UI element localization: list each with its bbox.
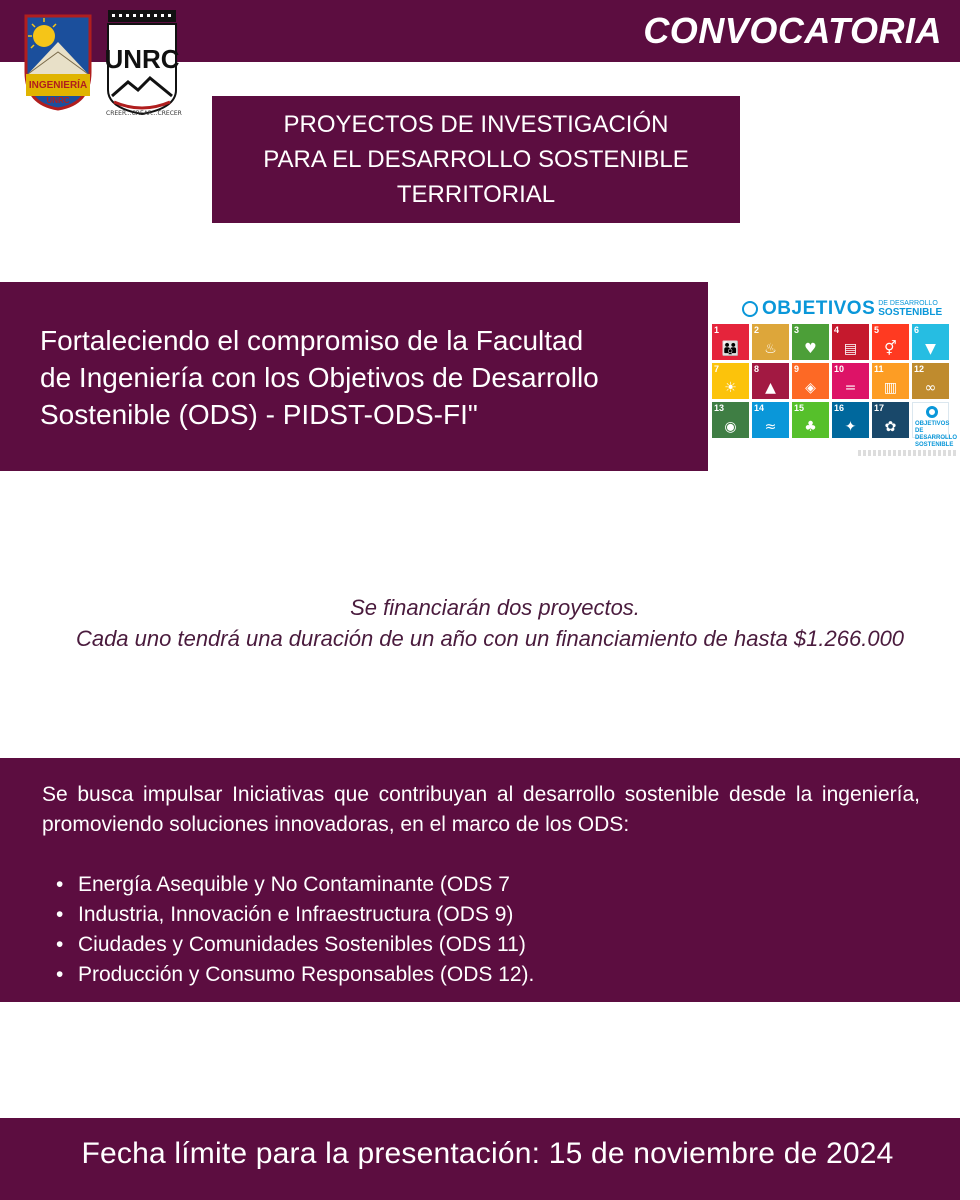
ods-fine-print <box>858 450 958 456</box>
sun-icon: ☀ <box>724 380 737 396</box>
eye-icon: ◉ <box>724 419 737 435</box>
fish-icon: ≈ <box>764 419 777 435</box>
ods-tile-14 <box>752 402 789 438</box>
ods-tile-11 <box>872 363 909 399</box>
ods-tile-1 <box>712 324 749 360</box>
growth-chart-icon: ▲ <box>765 380 776 396</box>
project-title-line-2: PARA EL DESARROLLO SOSTENIBLE <box>263 146 689 173</box>
financing-line-2: Cada uno tendrá una duración de un año con un financiamiento de hasta $1.266.000 <box>75 626 905 651</box>
ods-tile-number: 1 <box>714 325 720 335</box>
ods-tile-number: 16 <box>834 403 845 413</box>
ingenieria-logo-text: INGENIERÍA <box>28 80 88 91</box>
ods-title: OBJETIVOS <box>762 298 876 319</box>
unrc-slogan: CREER...CREAR...CRECER <box>106 110 182 117</box>
ods-tile-number: 4 <box>834 325 840 335</box>
water-icon: ▼ <box>925 341 936 357</box>
ods-tile-number: 7 <box>714 364 720 374</box>
equality-icon: = <box>844 380 857 396</box>
bullet-icon: • <box>56 963 64 986</box>
ods-tile-2 <box>752 324 789 360</box>
deadline-text: Fecha límite para la presentación: 15 de noviembre de 2024 <box>81 1137 894 1170</box>
people-icon: 👪 <box>721 341 740 357</box>
ods-tile-9 <box>792 363 829 399</box>
list-item: • Industria, Innovación e Infraestructura (ODS 9) <box>52 900 534 930</box>
ods-tile-10 <box>832 363 869 399</box>
ingenieria-logo-subtext: UNRC <box>46 96 70 105</box>
ods-tile-17 <box>872 402 909 438</box>
city-icon: ▥ <box>883 380 898 396</box>
ods-tile-number: 5 <box>874 325 880 335</box>
cubes-icon: ◈ <box>805 380 816 396</box>
ods-tile-number: 12 <box>914 364 925 374</box>
bullet-icon: • <box>56 903 64 926</box>
ods-header <box>742 298 942 320</box>
ods-tile-number: 13 <box>714 403 725 413</box>
ods-tile-number: 10 <box>834 364 845 374</box>
un-emblem-icon <box>742 301 758 317</box>
project-title-box <box>212 96 740 223</box>
ods-tile-12 <box>912 363 949 399</box>
ods-tile-6 <box>912 324 949 360</box>
gender-icon: ⚥ <box>884 341 897 357</box>
project-title-line-1: PROYECTOS DE INVESTIGACIÓN <box>283 111 669 138</box>
ods-tile-number: 9 <box>794 364 800 374</box>
financing-line-1: Se financiarán dos proyectos. <box>350 595 640 620</box>
financing-text <box>0 592 980 654</box>
bullet-icon: • <box>56 933 64 956</box>
list-item: • Energía Asequible y No Contaminante (ODS 7 <box>52 870 534 900</box>
info-intro: Se busca impulsar Iniciativas que contribuyan al desarrollo sostenible desde la ingeniería, promoviendo soluciones innovadoras, en el marco de los ODS: <box>42 783 920 836</box>
heartbeat-icon: ♥ <box>804 341 817 357</box>
ods-tile-number: 8 <box>754 364 760 374</box>
ods-tile-16 <box>832 402 869 438</box>
ods-tile-3 <box>792 324 829 360</box>
ods-tile-15 <box>792 402 829 438</box>
ods-tile-number: 15 <box>794 403 805 413</box>
ods-tile-number: 14 <box>754 403 765 413</box>
subtitle-line-1: Fortaleciendo el compromiso de la Facultad <box>40 325 584 356</box>
flower-icon: ✿ <box>884 419 897 435</box>
infinity-icon: ∞ <box>924 380 937 396</box>
subtitle-text <box>40 322 680 433</box>
bullet-icon: • <box>56 873 64 896</box>
book-icon: ▤ <box>843 341 858 357</box>
dove-icon: ✦ <box>844 419 857 435</box>
subtitle-line-2: de Ingeniería con los Objetivos de Desarrollo <box>40 362 599 393</box>
ods-logo-text-line1: OBJETIVOS <box>915 421 950 427</box>
list-item: • Ciudades y Comunidades Sostenibles (ODS 11) <box>52 930 534 960</box>
ods-tile-number: 2 <box>754 325 760 335</box>
bowl-icon: ♨ <box>764 341 777 357</box>
ods-tile-7 <box>712 363 749 399</box>
ods-tile-number: 17 <box>874 403 885 413</box>
ods-logo-text-line2: DE DESARROLLO <box>915 428 957 441</box>
header-title: CONVOCATORIA <box>643 10 942 51</box>
ods-tile-13 <box>712 402 749 438</box>
ods-tile-4 <box>832 324 869 360</box>
list-item: • Producción y Consumo Responsables (ODS 12). <box>52 960 534 990</box>
ods-title-small: DE DESARROLLO <box>878 300 938 307</box>
ods-logo-tile <box>912 402 957 448</box>
unrc-logo-text: UNRC <box>104 44 180 74</box>
ingenieria-logo <box>22 12 94 112</box>
ods-tile-number: 3 <box>794 325 800 335</box>
ods-title-sub: SOSTENIBLE <box>878 307 943 318</box>
ods-tile-number: 6 <box>914 325 920 335</box>
ods-logo-text-line3: SOSTENIBLE <box>915 442 954 448</box>
subtitle-line-3: Sostenible (ODS) - PIDST-ODS-FI" <box>40 399 478 430</box>
ods-tile-8 <box>752 363 789 399</box>
ods-logo-text <box>915 421 957 449</box>
ods-grid <box>712 324 958 448</box>
sdg-wheel-icon <box>926 406 938 418</box>
ods-panel <box>708 286 960 464</box>
ods-tile-number: 11 <box>874 364 884 374</box>
unrc-logo <box>104 10 182 122</box>
ods-tile-5 <box>872 324 909 360</box>
project-title-line-3: TERRITORIAL <box>396 181 556 208</box>
tree-icon: ♣ <box>804 419 817 435</box>
ods-list <box>52 870 534 990</box>
